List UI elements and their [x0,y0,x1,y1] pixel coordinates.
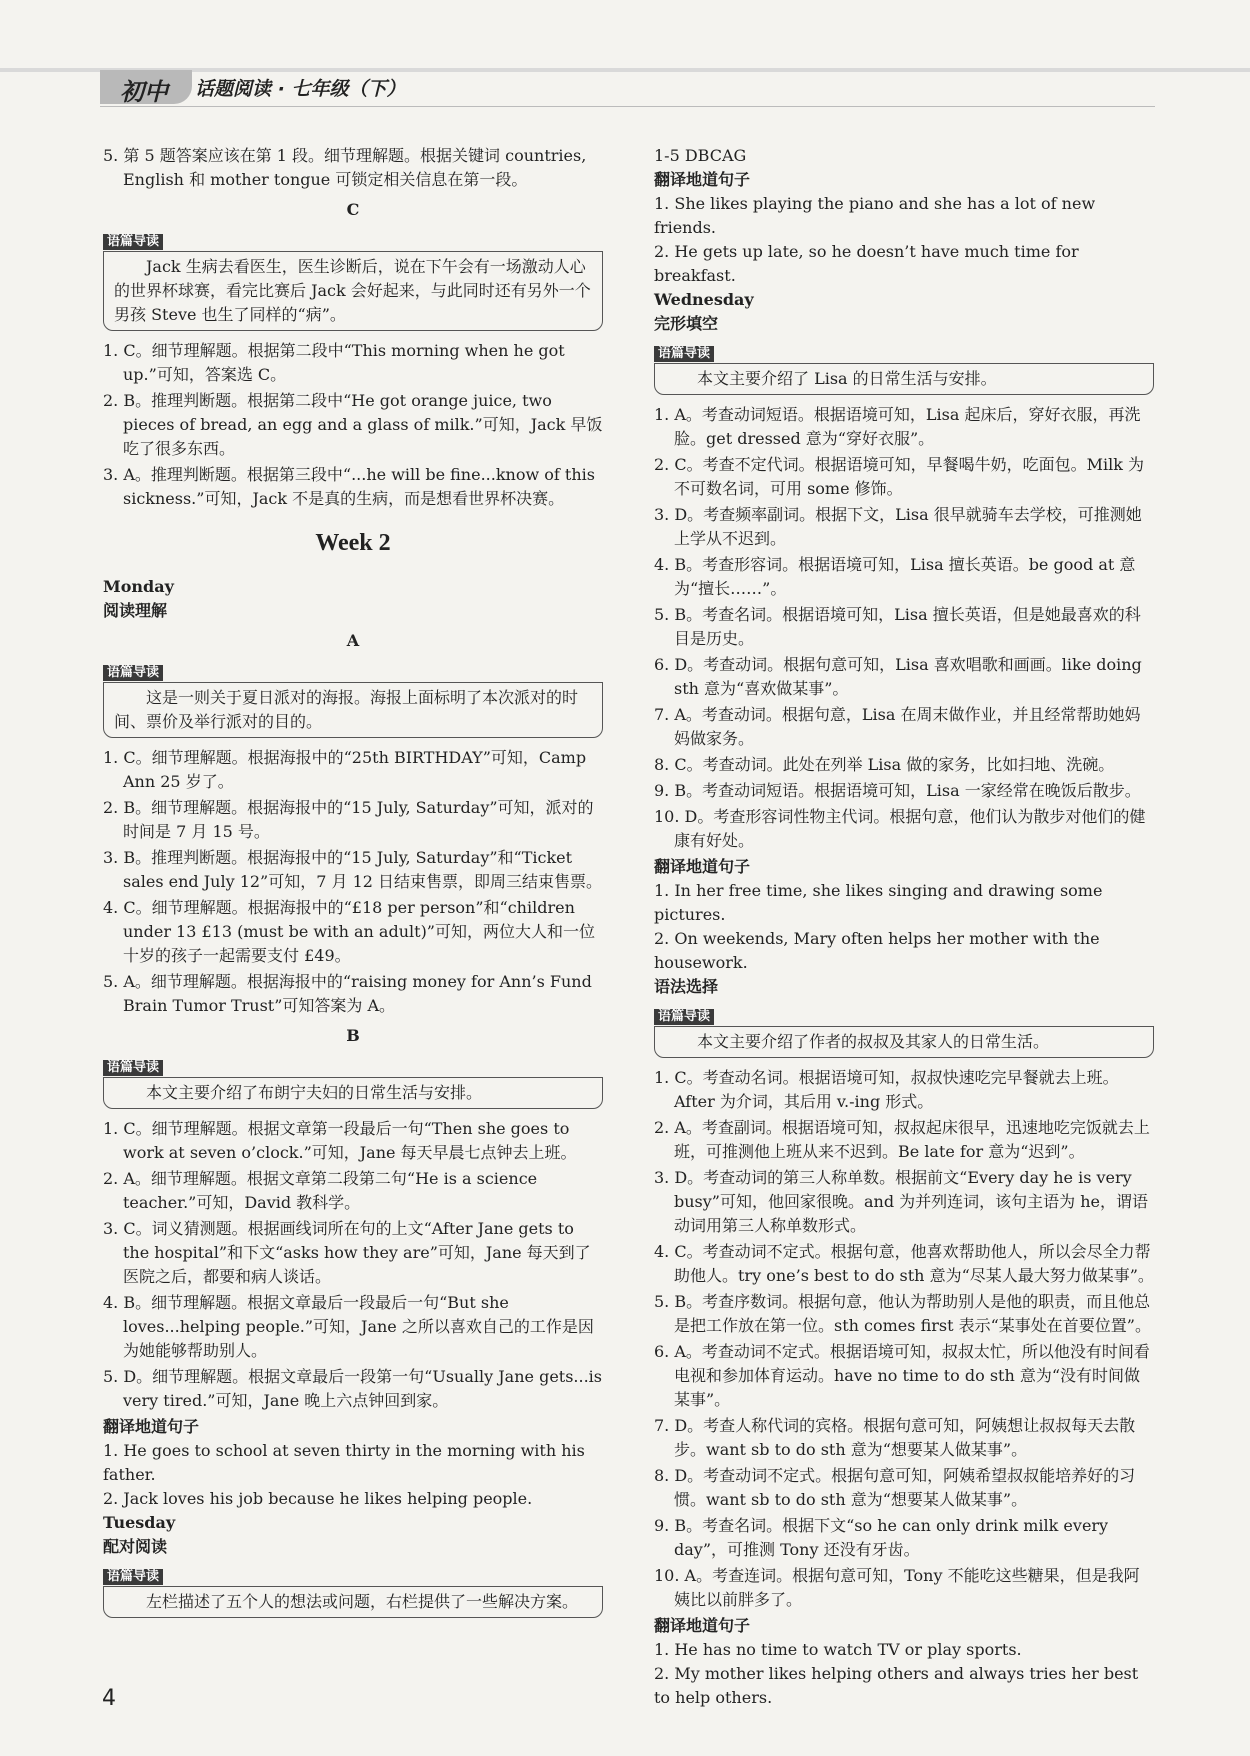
guide-text: 本文主要介绍了 Lisa 的日常生活与安排。 [654,363,1154,395]
section-heading: 阅读理解 [103,601,168,620]
answer-item: 10. A。考查连词。根据句意可知，Tony 不能吃这些糖果，但是我阿姨比以前胖多了。 [654,1566,1140,1609]
answer-item: 9. B。考查动词短语。根据语境可知，Lisa 一家经常在晚饭后散步。 [654,781,1141,800]
guide-box-grammar [654,1003,1154,1058]
answer-item: 4. B。考查形容词。根据语境可知，Lisa 擅长英语。be good at 意为“擅长……”。 [654,555,1136,598]
guide-text: 本文主要介绍了作者的叔叔及其家人的日常生活。 [654,1026,1154,1058]
guide-box-cloze [654,340,1154,395]
answer-item: 5. 第 5 题答案应该在第 1 段。细节理解题。根据关键词 countries, English 和 mother tongue 可锁定相关信息在第一段。 [103,146,587,189]
guide-box-tuesday [103,1563,603,1618]
answer-item: 6. D。考查动词。根据句意可知，Lisa 喜欢唱歌和画画。like doing sth 意为“喜欢做某事”。 [654,655,1142,698]
translation-sentence: 2. On weekends, Mary often helps her mother with the housework. [654,929,1100,972]
answer-item: 2. B。细节理解题。根据海报中的“15 July, Saturday”可知，派对的时间是 7 月 15 号。 [103,798,594,841]
guide-box-b [103,1054,603,1109]
answer-item: 4. C。考查动词不定式。根据句意，他喜欢帮助他人，所以会尽全力帮助他人。try one’s best to do sth 意为“尽某人最大努力做某事”。 [654,1242,1154,1285]
answer-item: 1. C。细节理解题。根据海报中的“25th BIRTHDAY”可知，Camp Ann 25 岁了。 [103,748,587,791]
guide-tag: 语篇导读 [103,1060,163,1076]
translation-sentence: 1. He goes to school at seven thirty in the morning with his father. [103,1441,585,1484]
guide-tag: 语篇导读 [654,1009,714,1025]
translation-sentence: 2. Jack loves his job because he likes helping people. [103,1489,533,1508]
answer-item: 5. A。细节理解题。根据海报中的“raising money for Ann’s Fund Brain Tumor Trust”可知答案为 A。 [103,972,592,1015]
answer-item: 8. C。考查动词。此处在列举 Lisa 做的家务，比如扫地、洗碗。 [654,755,1115,774]
guide-text: 这是一则关于夏日派对的海报。海报上面标明了本次派对的时间、票价及举行派对的目的。 [103,682,603,738]
guide-tag: 语篇导读 [103,234,163,250]
section-heading: 语法选择 [654,977,719,996]
guide-tag: 语篇导读 [103,665,163,681]
section-heading: 翻译地道句子 [654,1616,751,1635]
answer-item: 1. C。细节理解题。根据文章第一段最后一句“Then she goes to work at seven o’clock.”可知，Jane 每天早晨七点钟去上班。 [103,1119,577,1162]
left-column [103,144,603,1626]
guide-text: Jack 生病去看医生，医生诊断后，说在下午会有一场激动人心的世界杯球赛，看完比赛后 Jack 会好起来，与此同时还有另外一个男孩 Steve 也生了同样的“病”。 [103,251,603,331]
answer-item: 2. A。细节理解题。根据文章第二段第二句“He is a science teacher.”可知，David 教科学。 [103,1169,538,1212]
answer-item: 1. C。细节理解题。根据第二段中“This morning when he got up.”可知，答案选 C。 [103,341,565,384]
answer-item: 7. D。考查人称代词的宾格。根据句意可知，阿姨想让叔叔每天去散步。want sb to do sth 意为“想要某人做某事”。 [654,1416,1136,1459]
section-heading: 翻译地道句子 [654,857,751,876]
day-heading-monday: Monday [103,577,174,596]
answer-item: 4. B。细节理解题。根据文章最后一段最后一句“But she loves...helping people.”可知，Jane 之所以喜欢自己的工作是因为她能够帮助别人。 [103,1293,594,1360]
answer-item: 3. A。推理判断题。根据第三段中“...he will be fine...know of this sickness.”可知，Jack 不是真的生病，而是想看世界杯决赛。 [103,465,595,508]
answer-item: 3. D。考查频率副词。根据下文，Lisa 很早就骑车去学校，可推测她上学从不迟到。 [654,505,1142,548]
day-heading-wednesday: Wednesday [654,290,754,309]
answer-item: 2. B。推理判断题。根据第二段中“He got orange juice, two pieces of bread, an egg and a glass of milk.”可知，Jack 早饭吃了很多东西。 [103,391,603,458]
answer-item: 8. D。考查动词不定式。根据句意可知，阿姨希望叔叔能培养好的习惯。want sb to do sth 意为“想要某人做某事”。 [654,1466,1136,1509]
guide-box-c [103,228,603,331]
translation-sentence: 1. In her free time, she likes singing and drawing some pictures. [654,881,1103,924]
answer-item: 5. D。细节理解题。根据文章最后一段第一句“Usually Jane gets...is very tired.”可知，Jane 晚上六点钟回到家。 [103,1367,603,1410]
header-tag-text: 初中 [120,78,168,106]
answer-item: 9. B。考查名词。根据下文“so he can only drink milk every day”，可推测 Tony 还没有牙齿。 [654,1516,1109,1559]
header-tag [100,70,192,104]
header-title: 话题阅读 · 七年级（下） [195,78,406,100]
section-label-b: B [346,1026,360,1045]
answer-item: 3. D。考查动词的第三人称单数。根据前文“Every day he is very busy”可知，他回家很晚。and 为并列连词，该句主语为 he，谓语动词用第三人称单数形式。 [654,1168,1149,1235]
translation-sentence: 2. He gets up late, so he doesn’t have much time for breakfast. [654,242,1079,285]
answer-item: 2. A。考查副词。根据语境可知，叔叔起床很早，迅速地吃完饭就去上班，可推测他上班从来不迟到。Be late for 意为“迟到”。 [654,1118,1150,1161]
week-heading: Week 2 [315,530,391,556]
section-heading: 翻译地道句子 [103,1417,200,1436]
guide-tag: 语篇导读 [103,1569,163,1585]
guide-box-a [103,659,603,738]
page-header [0,58,1250,106]
answer-item: 5. B。考查名词。根据语境可知，Lisa 擅长英语，但是她最喜欢的科目是历史。 [654,605,1141,648]
answer-item: 2. C。考查不定代词。根据语境可知，早餐喝牛奶，吃面包。Milk 为不可数名词，可用 some 修饰。 [654,455,1144,498]
answer-item: 1. A。考查动词短语。根据语境可知，Lisa 起床后，穿好衣服，再洗脸。get dressed 意为“穿好衣服”。 [654,405,1141,448]
section-label-a: A [346,631,360,650]
section-label-c: C [346,200,360,219]
section-heading: 配对阅读 [103,1537,168,1556]
right-column [654,144,1154,1710]
answer-item: 3. C。词义猜测题。根据画线词所在句的上文“After Jane gets to the hospital”和下文“asks how they are”可知，Jane 每天到了医院之后，都要和病人谈话。 [103,1219,591,1286]
answer-item: 3. B。推理判断题。根据海报中的“15 July, Saturday”和“Ticket sales end July 12”可知，7 月 12 日结束售票，即周三结束售票。 [103,848,603,891]
guide-text: 本文主要介绍了布朗宁夫妇的日常生活与安排。 [103,1077,603,1109]
section-heading: 完形填空 [654,314,719,333]
guide-tag: 语篇导读 [654,346,714,362]
translation-sentence: 1. She likes playing the piano and she has a lot of new friends. [654,194,1096,237]
section-heading: 翻译地道句子 [654,170,751,189]
answer-item: 1. C。考查动名词。根据语境可知，叔叔快速吃完早餐就去上班。After 为介词，其后用 v.-ing 形式。 [654,1068,1119,1111]
answer-item: 4. C。细节理解题。根据海报中的“£18 per person”和“children under 13 £13 (must be with an adult)”可知，两位大人和一位十岁的孩子一起需要支付 £49。 [103,898,595,965]
page-number: 4 [102,1686,116,1711]
answer-item: 7. A。考查动词。根据句意，Lisa 在周末做作业，并且经常帮助她妈妈做家务。 [654,705,1141,748]
answer-key: 1-5 DBCAG [654,146,747,165]
answer-item: 10. D。考查形容词性物主代词。根据句意，他们认为散步对他们的健康有好处。 [654,807,1146,850]
translation-sentence: 1. He has no time to watch TV or play sports. [654,1640,1022,1659]
answer-item: 5. B。考查序数词。根据句意，他认为帮助别人是他的职责，而且他总是把工作放在第一位。sth comes first 表示“某事处在首要位置”。 [654,1292,1151,1335]
answer-item: 6. A。考查动词不定式。根据语境可知，叔叔太忙，所以他没有时间看电视和参加体育运动。have no time to do sth 意为“没有时间做某事”。 [654,1342,1150,1409]
guide-text: 左栏描述了五个人的想法或问题，右栏提供了一些解决方案。 [103,1586,603,1618]
header-divider [100,106,1155,107]
day-heading-tuesday: Tuesday [103,1513,176,1532]
translation-sentence: 2. My mother likes helping others and always tries her best to help others. [654,1664,1139,1707]
